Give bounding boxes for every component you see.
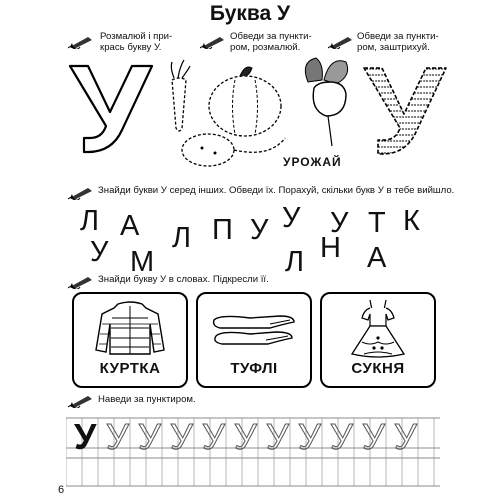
scatter-letter[interactable]: Л [172,222,192,254]
pencil-icon [68,392,96,408]
instruction-color-letter: Розмалюй і при- крась букву У. [100,31,173,53]
scatter-letter[interactable]: У [330,207,349,239]
word-card-dress[interactable] [320,292,436,388]
vegetables-letter-u [160,58,300,178]
trace-letter-dashed[interactable]: У [298,416,321,457]
dress-icon [350,298,406,360]
trace-letter-dashed[interactable]: У [106,416,129,457]
trace-letter-dashed[interactable]: У [202,416,225,457]
scatter-letter[interactable]: Т [368,207,386,239]
outline-letter-u [66,64,156,156]
scatter-letter[interactable]: У [282,202,301,234]
pencil-icon [328,33,356,49]
pencil-icon [200,33,228,49]
card-label: КУРТКА [99,360,161,377]
shoes-icon [210,306,300,350]
trace-letter-dashed[interactable]: У [362,416,385,457]
trace-letters [66,410,440,488]
trace-letter-dashed[interactable]: У [234,416,257,457]
jacket-icon [92,300,168,358]
harvest-word: УРОЖАЙ [283,155,342,169]
trace-letter-dashed[interactable]: У [394,416,417,457]
scatter-letter[interactable]: Н [320,232,341,264]
instruction-find-letters: Знайди букви У серед інших. Обведи їх. Порахуй, скільки букв У в тебе вийшло. [98,185,455,196]
page-number: 6 [58,484,65,496]
instruction-trace: Наведи за пунктиром. [98,394,196,405]
scatter-letter[interactable]: У [90,236,109,268]
scatter-letter[interactable]: У [250,214,269,246]
trace-letter-dashed[interactable]: У [266,416,289,457]
pencil-icon [68,273,96,289]
instruction-find-in-words: Знайди букву У в словах. Підкресли її. [98,274,269,285]
word-card-jacket[interactable] [72,292,188,388]
scatter-letter[interactable]: Л [80,205,100,237]
scatter-letter[interactable]: М [130,246,155,278]
radish-icon [296,54,366,154]
trace-letter-dashed[interactable]: У [330,416,353,457]
scatter-letter[interactable]: П [212,214,233,246]
instruction-trace-hatch: Обведи за пункти- ром, заштрихуй. [357,31,439,53]
pencil-icon [68,33,96,49]
trace-letter-solid: У [74,416,97,457]
scatter-letter[interactable]: Л [285,246,305,278]
instruction-trace-color: Обведи за пункти- ром, розмалюй. [230,31,312,53]
scatter-letter[interactable]: К [403,205,420,237]
card-label: ТУФЛІ [230,360,278,377]
hatch-letter-u [360,66,452,160]
trace-letter-dashed[interactable]: У [170,416,193,457]
pencil-icon [68,184,96,200]
word-card-shoes[interactable] [196,292,312,388]
page-title: Буква У [209,2,291,25]
card-label: СУКНЯ [351,360,405,377]
scatter-letter[interactable]: А [120,210,140,242]
trace-letter-dashed[interactable]: У [138,416,161,457]
scatter-letter[interactable]: А [367,242,387,274]
